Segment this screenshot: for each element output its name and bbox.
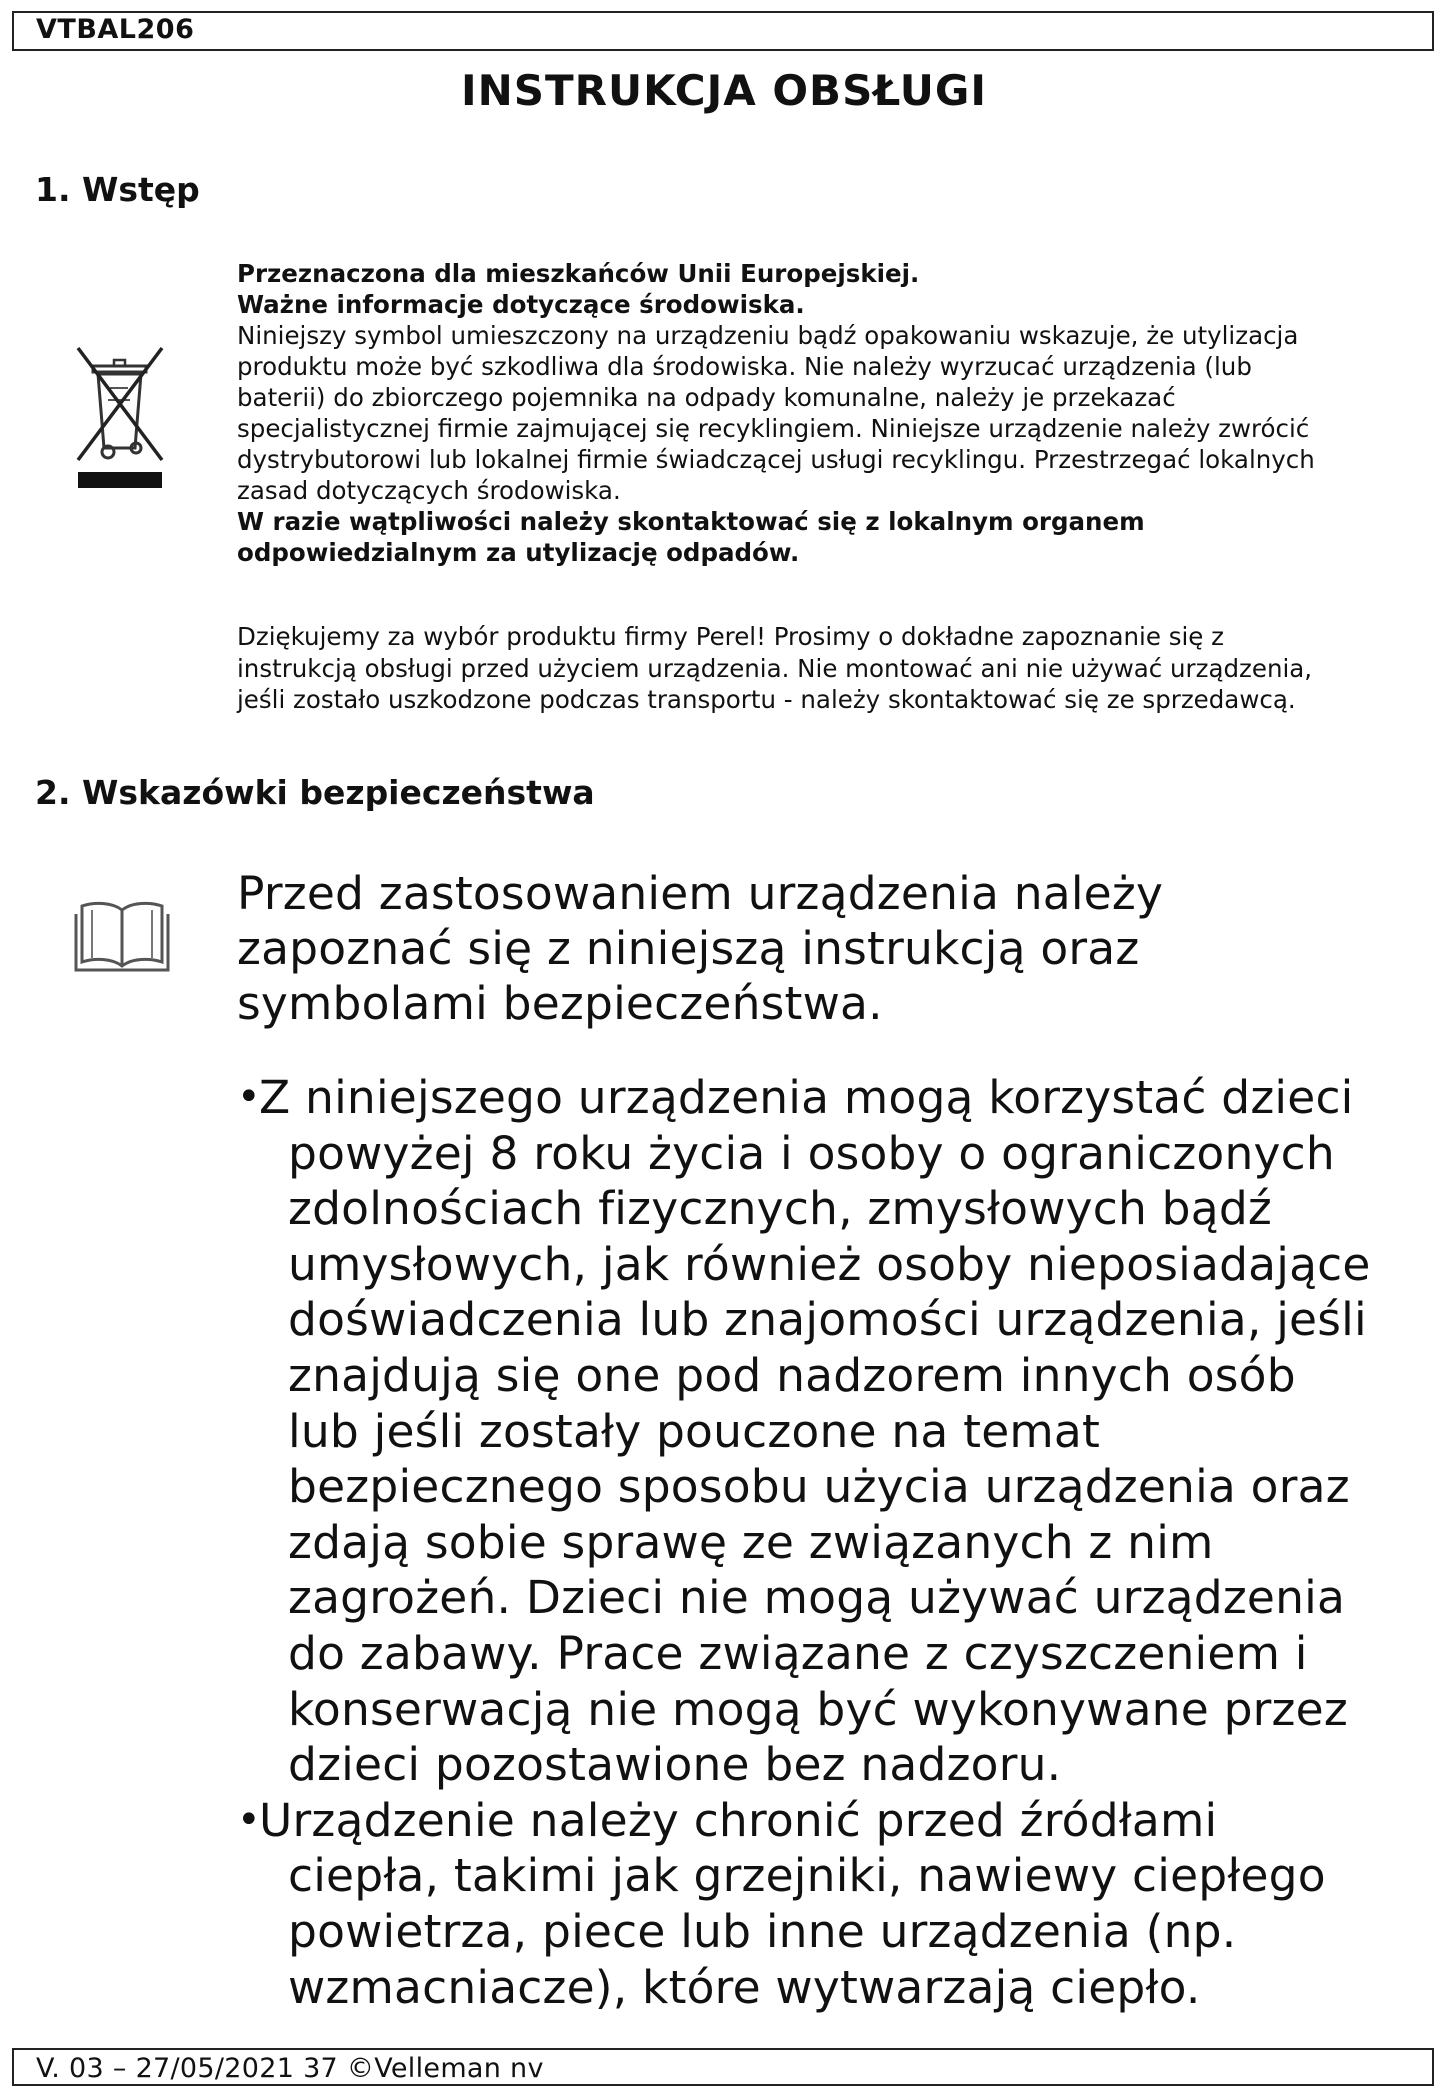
list-item (237, 1793, 1427, 2015)
lead-line: Przed zastosowaniem urządzenia należy (237, 867, 1164, 920)
environment-line: produktu może być szkodliwa dla środowiska. Nie należy wyrzucać urządzenia (lub (237, 352, 1252, 381)
bullet-line: dzieci pozostawione bez nadzoru. (288, 1738, 1062, 1792)
bullet-line: umysłowych, jak również osoby nieposiadające (288, 1237, 1371, 1291)
read-manual-book-icon (72, 896, 172, 976)
bullet-glyph: • (237, 1074, 261, 1120)
safety-bullet-list (237, 1070, 1427, 2015)
environment-line: zasad dotyczących środowiska. (237, 476, 621, 505)
lead-line: zapoznać się z niniejszą instrukcją oraz (237, 922, 1140, 975)
bullet-line: Urządzenie należy chronić przed źródłami (259, 1793, 1218, 1847)
thanks-line: instrukcją obsługi przed użyciem urządzenia. Nie montować ani nie używać urządzenia, (237, 653, 1313, 683)
thank-you-note (237, 621, 1397, 716)
bullet-line: zdają sobie sprawę ze związanych z nim (288, 1515, 1214, 1569)
header-frame (12, 11, 1434, 51)
read-manual-notice (237, 866, 1397, 1031)
section-heading-safety: 2. Wskazówki bezpieczeństwa (35, 773, 595, 812)
footer-version: V. 03 – 27/05/2021 37 ©Velleman nv (36, 2053, 544, 2084)
bullet-line: bezpiecznego sposobu użycia urządzenia oraz (288, 1460, 1350, 1514)
doubt-line: odpowiedzialnym za utylizację odpadów. (237, 538, 800, 567)
eu-residents-title: Przeznaczona dla mieszkańców Unii Europejskiej. (237, 259, 920, 288)
environment-line: Niniejszy symbol umieszczony na urządzeniu bądź opakowaniu wskazuje, że utylizacja (237, 321, 1299, 350)
bullet-glyph: • (237, 1796, 261, 1843)
environment-info-title: Ważne informacje dotyczące środowiska. (237, 290, 805, 319)
disposal-information (237, 258, 1397, 568)
bullet-line: lub jeśli zostały pouczone na temat (288, 1404, 1101, 1458)
thanks-line: Dziękujemy za wybór produktu firmy Perel! Prosimy o dokładne zapoznanie się z (237, 622, 1225, 651)
page-title: INSTRUKCJA OBSŁUGI (461, 66, 987, 115)
lead-line: symbolami bezpieczeństwa. (237, 977, 883, 1030)
bullet-line: wzmacniacze), które wytwarzają ciepło. (288, 1960, 1201, 2014)
bullet-line: powietrza, piece lub inne urządzenia (np. (288, 1904, 1237, 1958)
environment-line: baterii) do zbiorczego pojemnika na odpady komunalne, należy je przekazać (237, 383, 1176, 412)
doc-code: VTBAL206 (36, 14, 195, 45)
bullet-line: powyżej 8 roku życia i osoby o ograniczonych (288, 1126, 1335, 1180)
bullet-line: zagrożeń. Dzieci nie mogą używać urządzenia (288, 1571, 1346, 1625)
list-item (237, 1070, 1427, 1793)
bullet-line: Z niniejszego urządzenia mogą korzystać dzieci (259, 1071, 1354, 1124)
section-heading-intro: 1. Wstęp (35, 170, 200, 209)
thanks-line: jeśli zostało uszkodzone podczas transportu - należy skontaktować się ze sprzedawcą. (237, 685, 1296, 714)
bullet-line: do zabawy. Prace związane z czyszczeniem i (288, 1626, 1308, 1680)
environment-line: specjalistycznej firmie zajmującej się recyklingiem. Niniejsze urządzenie należy zwrócić (237, 414, 1310, 443)
crossed-out-wheelie-bin-icon (68, 340, 171, 490)
environment-line: dystrybutorowi lub lokalnej firmie świadczącej usługi recyklingu. Przestrzegać lokalnych (237, 445, 1315, 474)
doubt-line: W razie wątpliwości należy skontaktować się z lokalnym organem (237, 507, 1145, 536)
bullet-line: znajdują się one pod nadzorem innych osób (288, 1348, 1296, 1402)
bullet-line: doświadczenia lub znajomości urządzenia, jeśli (288, 1293, 1367, 1347)
bullet-line: konserwacją nie mogą być wykonywane przez (288, 1682, 1348, 1736)
bullet-line: ciepła, takimi jak grzejniki, nawiewy ciepłego (288, 1849, 1326, 1903)
bullet-line: zdolnościach fizycznych, zmysłowych bądź (288, 1182, 1272, 1236)
